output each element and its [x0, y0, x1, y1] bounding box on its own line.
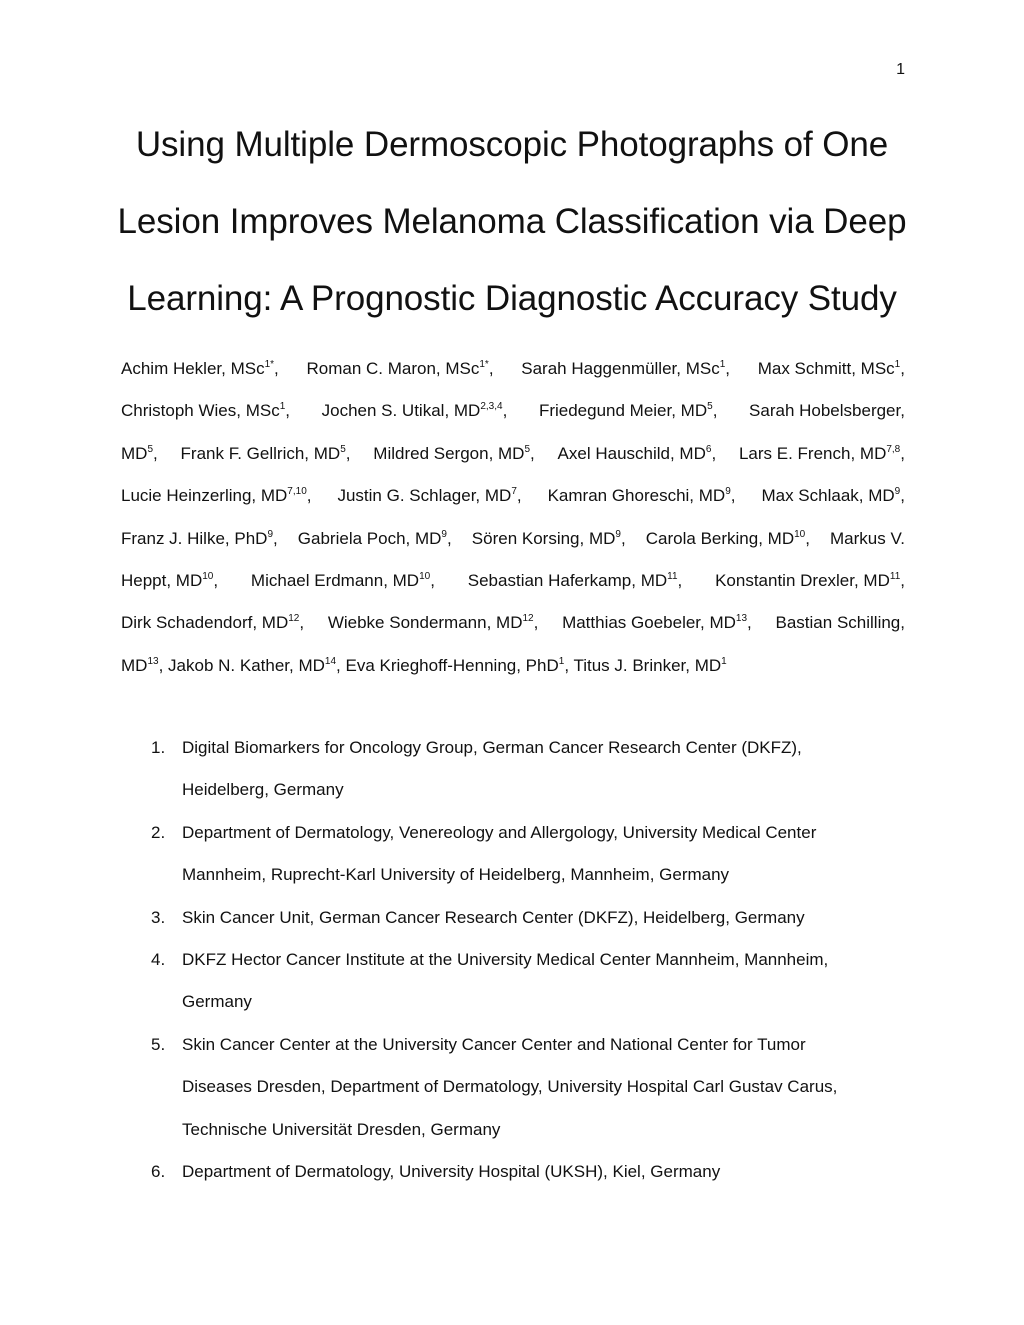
author-separator: , — [273, 528, 278, 548]
author-entry — [646, 518, 810, 560]
affiliation-item — [121, 727, 905, 812]
affiliation-text: Skin Cancer Center at the University Cancer Center and National Center for Tumor — [182, 1034, 806, 1054]
author-name: Max Schmitt, MSc — [757, 359, 895, 378]
author-entry — [306, 348, 493, 390]
author-entry — [468, 560, 683, 602]
affiliation-marker: 1* — [264, 359, 275, 370]
author-separator: , — [530, 443, 535, 463]
author-separator: , — [158, 655, 164, 675]
author-entry — [715, 560, 905, 602]
author-entry — [121, 518, 278, 560]
author-name: Jochen S. Utikal, MD — [321, 401, 481, 421]
affiliation-marker: 13 — [147, 655, 159, 667]
affiliation-number: 1. — [151, 738, 166, 757]
title-line: Lesion Improves Melanoma Classification via Deep — [117, 202, 907, 241]
author-separator: , — [564, 655, 570, 675]
affiliation-marker: 1 — [721, 655, 727, 667]
author-name: Roman C. Maron, MSc — [306, 359, 480, 378]
author-name: Markus V. — [830, 528, 905, 548]
affiliation-marker: 1 — [558, 655, 565, 667]
affiliation-marker: 9 — [894, 486, 901, 498]
author-name: Dirk Schadendorf, MD — [121, 613, 289, 633]
affiliation-marker: 13 — [735, 613, 748, 625]
author-name: Jakob N. Kather, MD — [168, 655, 325, 675]
author-separator: , — [900, 571, 905, 591]
affiliation-text: Department of Dermatology, University Hospital (UKSH), Kiel, Germany — [182, 1162, 721, 1182]
author-name: Mildred Sergon, MD — [373, 443, 525, 463]
author-entry — [121, 602, 304, 644]
author-separator: , — [306, 486, 312, 506]
affiliation-text: Mannheim, Ruprecht-Karl University of Heidelberg, Mannheim, Germany — [182, 865, 730, 885]
author-line — [121, 602, 905, 644]
affiliation-marker: 10 — [794, 528, 806, 540]
affiliation-text: Digital Biomarkers for Oncology Group, German Cancer Research Center (DKFZ), — [182, 738, 802, 757]
affiliation-item — [121, 1024, 905, 1151]
author-separator: , — [336, 655, 341, 675]
author-name: Sebastian Haferkamp, MD — [467, 571, 668, 591]
affiliation-marker: 2,3,4 — [480, 401, 503, 413]
author-name: Gabriela Poch, MD — [297, 528, 442, 548]
author-name: Wiebke Sondermann, MD — [327, 613, 523, 633]
author-name: Axel Hauschild, MD — [557, 443, 706, 463]
title-line: Using Multiple Dermoscopic Photographs of One — [135, 125, 889, 164]
author-separator: , — [711, 443, 717, 463]
author-entry — [121, 433, 158, 475]
author-name: Carola Berking, MD — [645, 528, 795, 548]
author-entry — [562, 602, 752, 644]
affiliation-marker: 5 — [707, 401, 713, 413]
affiliation-marker: 10 — [419, 571, 431, 583]
author-separator: , — [285, 401, 290, 421]
affiliation-list — [121, 727, 905, 1193]
author-line — [121, 348, 905, 390]
affiliation-text: Skin Cancer Unit, German Cancer Research Center (DKFZ), Heidelberg, Germany — [182, 907, 805, 927]
affiliation-number: 6. — [151, 1162, 166, 1182]
author-name: Justin G. Schlager, MD — [337, 486, 512, 506]
author-entry — [758, 348, 905, 390]
affiliation-text: Technische Universität Dresden, Germany — [182, 1119, 501, 1139]
affiliation-item — [121, 897, 905, 939]
author-name: Sarah Hobelsberger, — [749, 401, 905, 421]
author-entry — [539, 390, 717, 432]
author-name: Kamran Ghoreschi, MD — [547, 486, 726, 506]
affiliation-text: Heidelberg, Germany — [182, 780, 344, 800]
author-entry — [337, 475, 521, 517]
author-name: Heppt, MD — [121, 571, 203, 591]
author-entry — [121, 348, 279, 390]
author-name: MD — [121, 443, 148, 463]
affiliation-text: Diseases Dresden, Department of Dermatology, University Hospital Carl Gustav Carus, — [182, 1077, 838, 1097]
affiliation-marker: 9 — [615, 528, 621, 540]
author-entry — [168, 656, 341, 675]
author-entry — [558, 433, 717, 475]
author-separator: , — [730, 486, 736, 506]
author-separator: , — [516, 486, 522, 506]
author-separator: , — [677, 571, 683, 591]
affiliation-marker: 5 — [147, 443, 154, 455]
affiliation-text: DKFZ Hector Cancer Institute at the University Medical Center Mannheim, Mannheim, — [182, 950, 829, 970]
author-entry — [121, 656, 163, 675]
author-separator: , — [747, 613, 752, 633]
affiliation-marker: 5 — [340, 443, 346, 455]
affiliation-marker: 10 — [202, 571, 214, 583]
author-line — [121, 433, 905, 475]
author-name: Sören Korsing, MD — [471, 528, 616, 548]
author-separator: , — [502, 401, 508, 421]
affiliation-number: 4. — [151, 950, 166, 970]
affiliation-marker: 7 — [511, 486, 517, 498]
author-line — [121, 518, 905, 560]
affiliation-marker: 1* — [479, 359, 489, 370]
author-separator: , — [900, 443, 905, 463]
author-entry — [121, 560, 218, 602]
author-entry — [830, 518, 905, 560]
author-name: Sarah Haggenmüller, MSc — [521, 359, 720, 378]
paper-title — [100, 106, 924, 337]
author-separator: , — [725, 359, 730, 378]
affiliation-marker: 9 — [441, 528, 447, 540]
affiliation-marker: 14 — [324, 655, 337, 667]
affiliation-marker: 11 — [889, 571, 901, 583]
author-name: Friedegund Meier, MD — [538, 401, 708, 421]
author-name: MD — [121, 655, 148, 675]
page-number: 1 — [896, 61, 905, 78]
affiliation-item — [121, 812, 905, 897]
author-name: Frank F. Gellrich, MD — [180, 443, 341, 463]
affiliation-marker: 7,10 — [287, 486, 307, 498]
affiliation-marker: 1 — [279, 401, 286, 413]
author-list — [121, 348, 905, 687]
author-name: Matthias Goebeler, MD — [562, 613, 736, 633]
author-name: Lucie Heinzerling, MD — [121, 486, 288, 506]
affiliation-marker: 9 — [267, 528, 273, 540]
author-entry — [776, 602, 905, 644]
affiliation-item — [121, 1151, 905, 1193]
author-line — [121, 560, 905, 602]
author-entry — [373, 433, 534, 475]
author-separator: , — [213, 571, 219, 591]
author-entry — [121, 475, 312, 517]
author-entry — [548, 475, 736, 517]
affiliation-marker: 1 — [894, 359, 901, 370]
author-entry — [251, 560, 435, 602]
author-entry — [521, 348, 730, 390]
author-separator: , — [805, 528, 810, 548]
author-name: Eva Krieghoff-Henning, PhD — [345, 655, 559, 675]
author-separator: , — [153, 443, 158, 463]
author-separator: , — [446, 528, 452, 548]
affiliation-number: 2. — [151, 822, 166, 842]
author-separator: , — [712, 401, 718, 421]
author-separator: , — [299, 613, 305, 633]
author-entry — [573, 656, 726, 675]
author-separator: , — [533, 613, 539, 633]
affiliation-marker: 7,8 — [886, 443, 901, 455]
author-entry — [298, 518, 452, 560]
affiliation-marker: 12 — [522, 613, 534, 625]
affiliation-number: 3. — [151, 907, 166, 927]
author-entry — [121, 390, 290, 432]
author-name: Konstantin Drexler, MD — [715, 571, 890, 591]
author-name: Christoph Wies, MSc — [121, 401, 280, 421]
author-name: Lars E. French, MD — [738, 443, 887, 463]
author-separator: , — [274, 359, 279, 378]
affiliation-text: Germany — [182, 992, 252, 1012]
author-entry — [749, 390, 905, 432]
author-name: Franz J. Hilke, PhD — [121, 528, 268, 548]
title-line: Learning: A Prognostic Diagnostic Accuracy Study — [127, 279, 897, 318]
author-entry — [328, 602, 539, 644]
author-name: Max Schlaak, MD — [761, 486, 895, 506]
author-separator: , — [488, 359, 494, 378]
author-name: Michael Erdmann, MD — [250, 571, 420, 591]
author-entry — [739, 433, 905, 475]
affiliation-marker: 1 — [719, 359, 726, 370]
author-name: Titus J. Brinker, MD — [573, 655, 722, 675]
affiliation-number: 5. — [151, 1034, 166, 1054]
author-line — [121, 645, 905, 687]
author-separator: , — [620, 528, 626, 548]
author-name: Achim Hekler, MSc — [121, 359, 265, 378]
author-entry — [345, 656, 569, 675]
author-entry — [322, 390, 508, 432]
author-separator: , — [900, 486, 905, 506]
author-line — [121, 475, 905, 517]
affiliation-marker: 6 — [705, 443, 712, 455]
author-entry — [761, 475, 905, 517]
author-name: Bastian Schilling, — [775, 613, 905, 633]
author-line — [121, 390, 905, 432]
affiliation-marker: 11 — [667, 571, 678, 583]
affiliation-item — [121, 939, 905, 1024]
affiliation-marker: 5 — [524, 443, 531, 455]
affiliation-marker: 12 — [288, 613, 300, 625]
author-separator: , — [900, 359, 905, 378]
affiliation-text: Department of Dermatology, Venereology and Allergology, University Medical Center — [182, 822, 817, 842]
author-entry — [472, 518, 626, 560]
author-entry — [181, 433, 351, 475]
author-separator: , — [430, 571, 435, 591]
author-separator: , — [345, 443, 351, 463]
affiliation-marker: 9 — [725, 486, 731, 498]
